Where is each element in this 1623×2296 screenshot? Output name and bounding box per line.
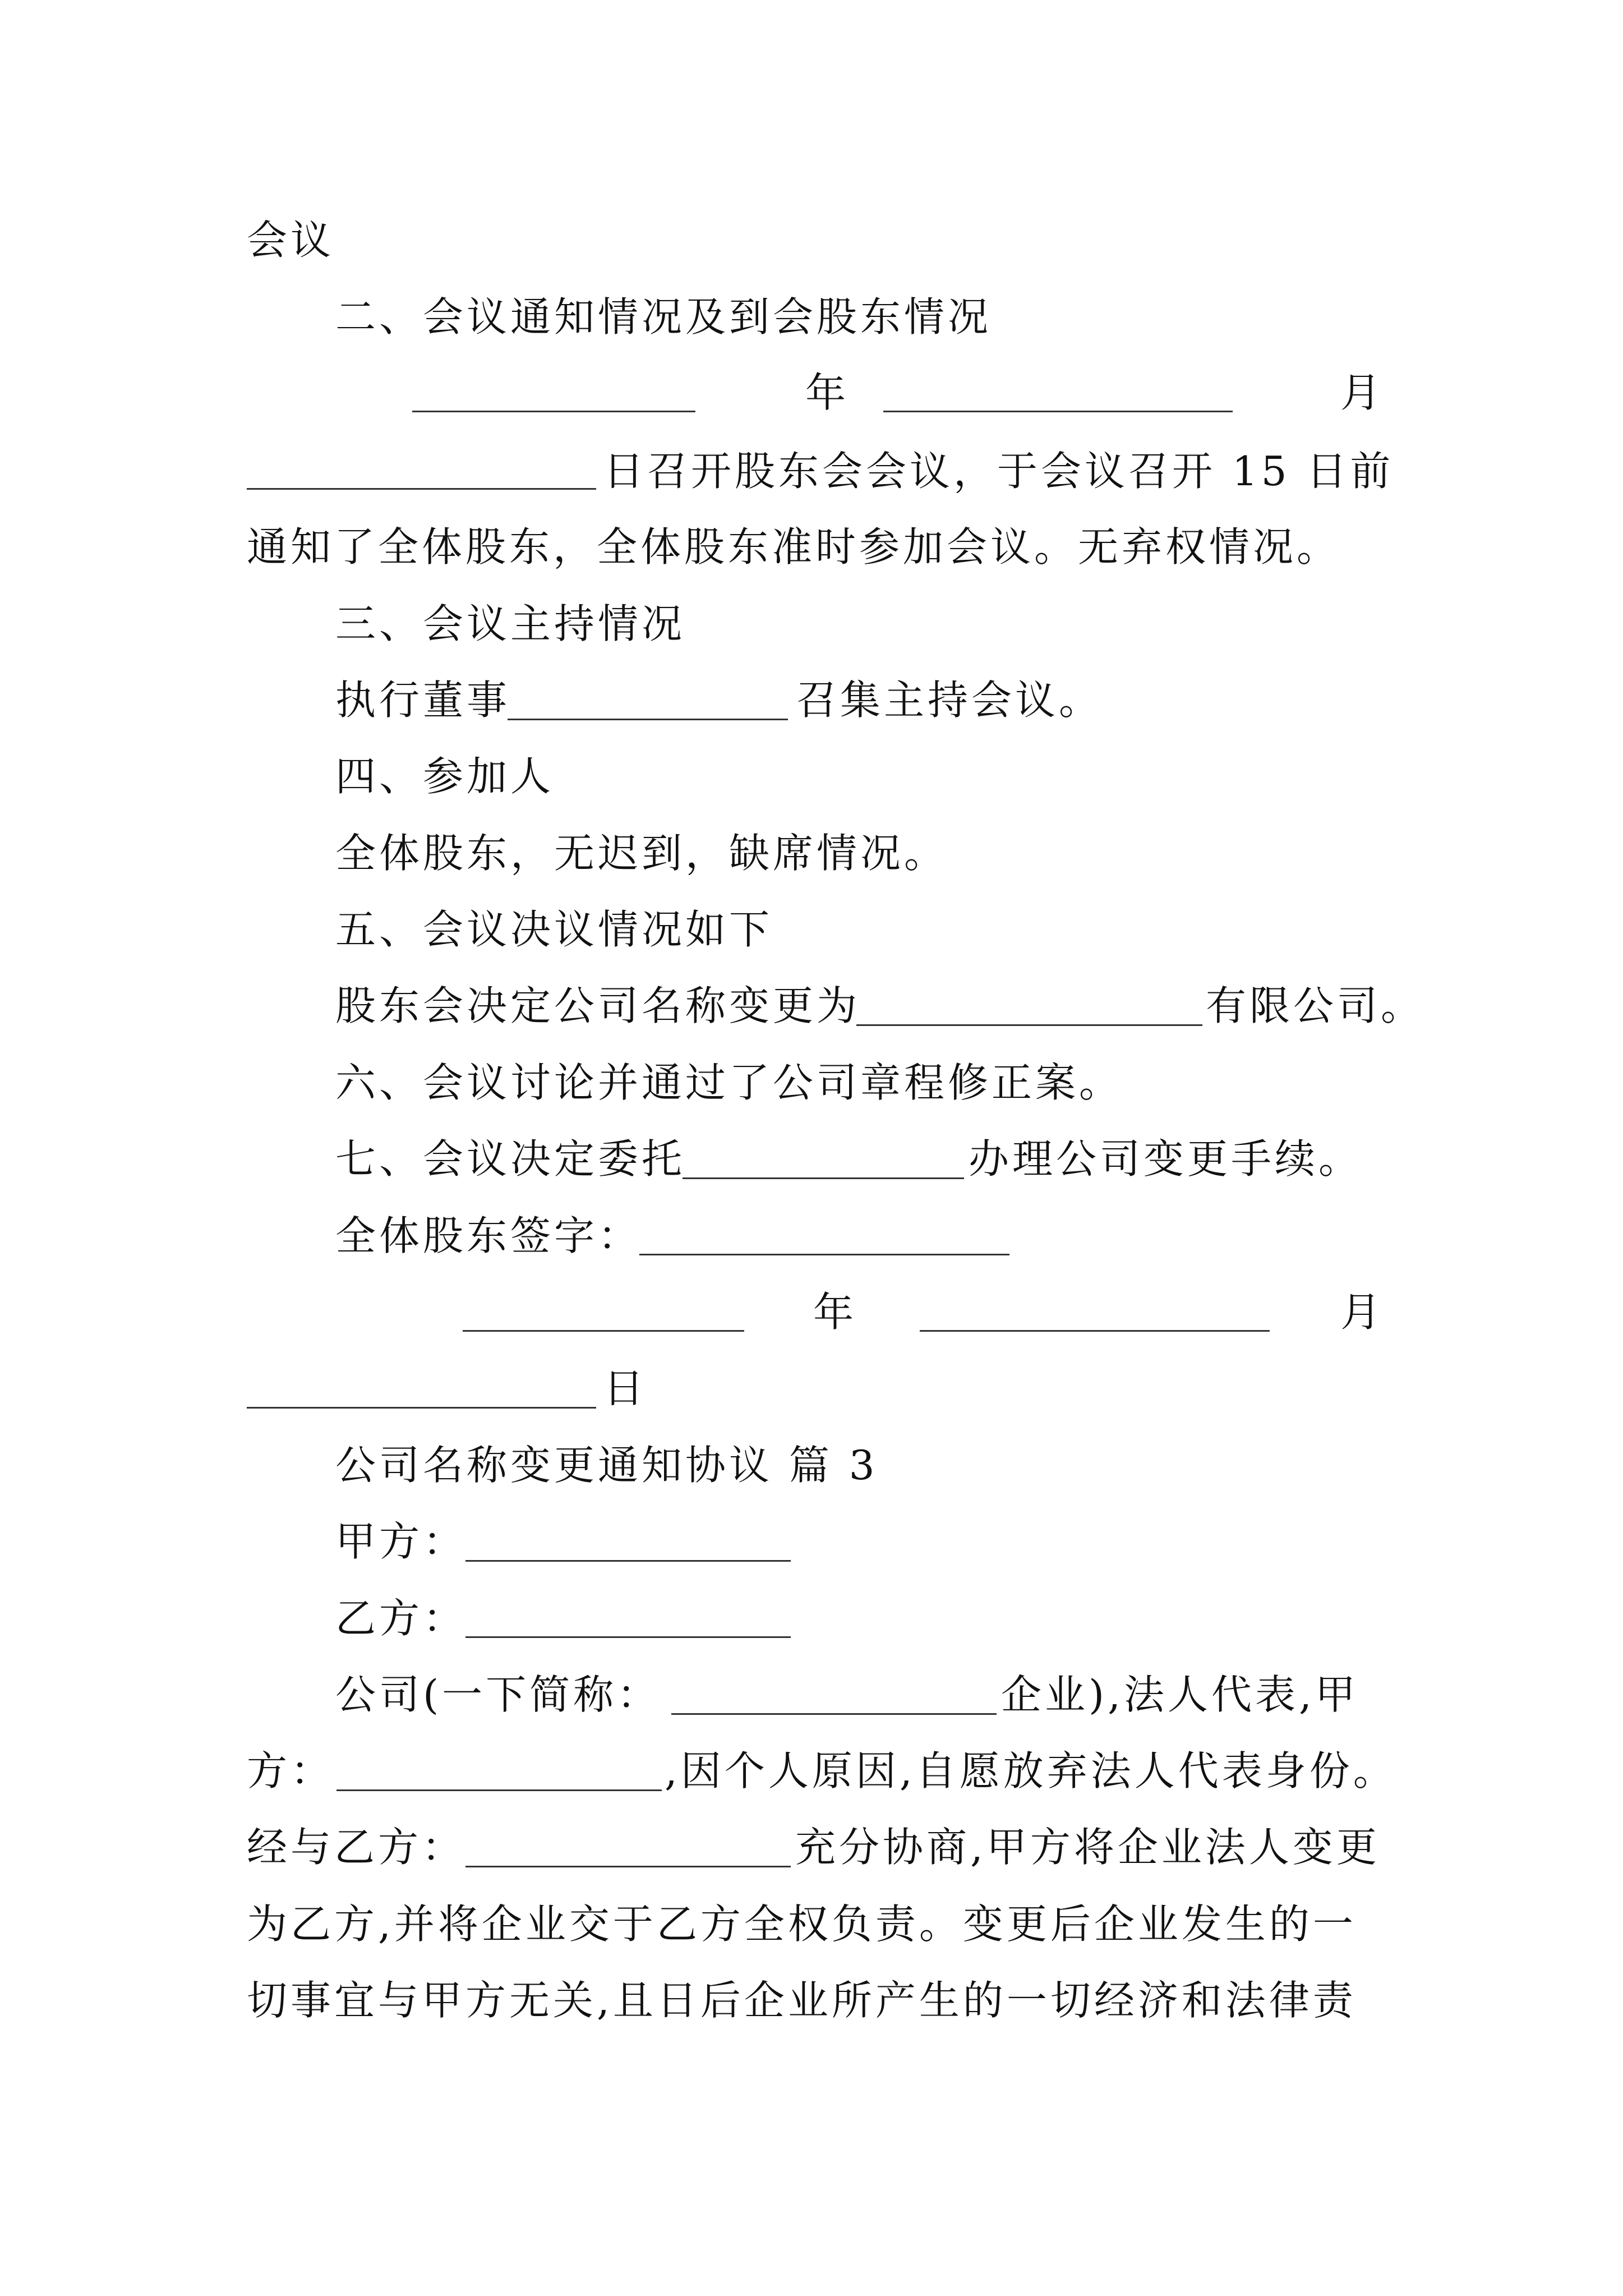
text-line: 六、会议讨论并通过了公司章程修正案。 [335, 1059, 1123, 1106]
section-heading: 三、会议主持情况 [335, 600, 686, 647]
blank-month [920, 1330, 1270, 1332]
text-line: 经与乙方： [247, 1824, 466, 1871]
label-month: 月 [1340, 1289, 1385, 1336]
document-title: 公司名称变更通知协议 篇 3 [335, 1442, 878, 1489]
signature-label: 全体股东签字： [335, 1212, 642, 1259]
text-line: 公司(一下简称： [335, 1671, 661, 1718]
blank-party-a-name [336, 1789, 662, 1791]
text-line: 执行董事 [335, 677, 511, 724]
blank-day [247, 1407, 596, 1409]
blank-director [508, 719, 788, 720]
text-line: 为乙方,并将企业交于乙方全权负责。变更后企业发生的一 [247, 1901, 1357, 1948]
text-line: 全体股东，无迟到，缺席情况。 [335, 830, 948, 877]
text-line: ,因个人原因,自愿放弃法人代表身份。 [665, 1747, 1397, 1795]
blank-year [412, 411, 695, 412]
section-heading: 五、会议决议情况如下 [335, 906, 773, 953]
section-heading: 二、会议通知情况及到会股东情况 [335, 293, 992, 341]
label-day: 日 [603, 1365, 648, 1412]
text-line: 办理公司变更手续。 [969, 1135, 1363, 1182]
text-line: 通知了全体股东，全体股东准时参加会议。无弃权情况。 [247, 523, 1341, 570]
text-line: 方： [247, 1747, 335, 1795]
text-line: 召集主持会议。 [796, 677, 1103, 724]
blank-agent [683, 1177, 964, 1179]
party-b-label: 乙方： [335, 1595, 467, 1642]
party-a-label: 甲方： [335, 1518, 467, 1565]
text-line: 股东会决定公司名称变更为 [335, 982, 861, 1029]
label-month: 月 [1340, 369, 1385, 416]
text-line: 会议 [247, 217, 335, 264]
blank-year [463, 1330, 744, 1332]
blank-party-b-name [465, 1866, 791, 1867]
blank-signature [639, 1254, 1009, 1255]
blank-month [883, 411, 1233, 412]
blank-party-b [465, 1636, 791, 1638]
blank-company-name [856, 1024, 1202, 1026]
label-year: 年 [813, 1289, 857, 1336]
text-line: 日召开股东会会议，于会议召开 15 日前 [603, 448, 1394, 495]
text-line: 七、会议决定委托 [335, 1135, 686, 1182]
text-line: 有限公司。 [1206, 982, 1425, 1029]
label-year: 年 [805, 369, 850, 416]
section-heading: 四、参加人 [335, 753, 555, 800]
text-line: 切事宜与甲方无关,且日后企业所产生的一切经济和法律责 [247, 1977, 1357, 2024]
blank-day [247, 488, 596, 490]
text-line: 充分协商,甲方将企业法人变更 [795, 1824, 1380, 1871]
text-line: 企业),法人代表,甲 [1001, 1671, 1359, 1718]
blank-short-name [671, 1713, 997, 1715]
blank-party-a [465, 1560, 791, 1562]
